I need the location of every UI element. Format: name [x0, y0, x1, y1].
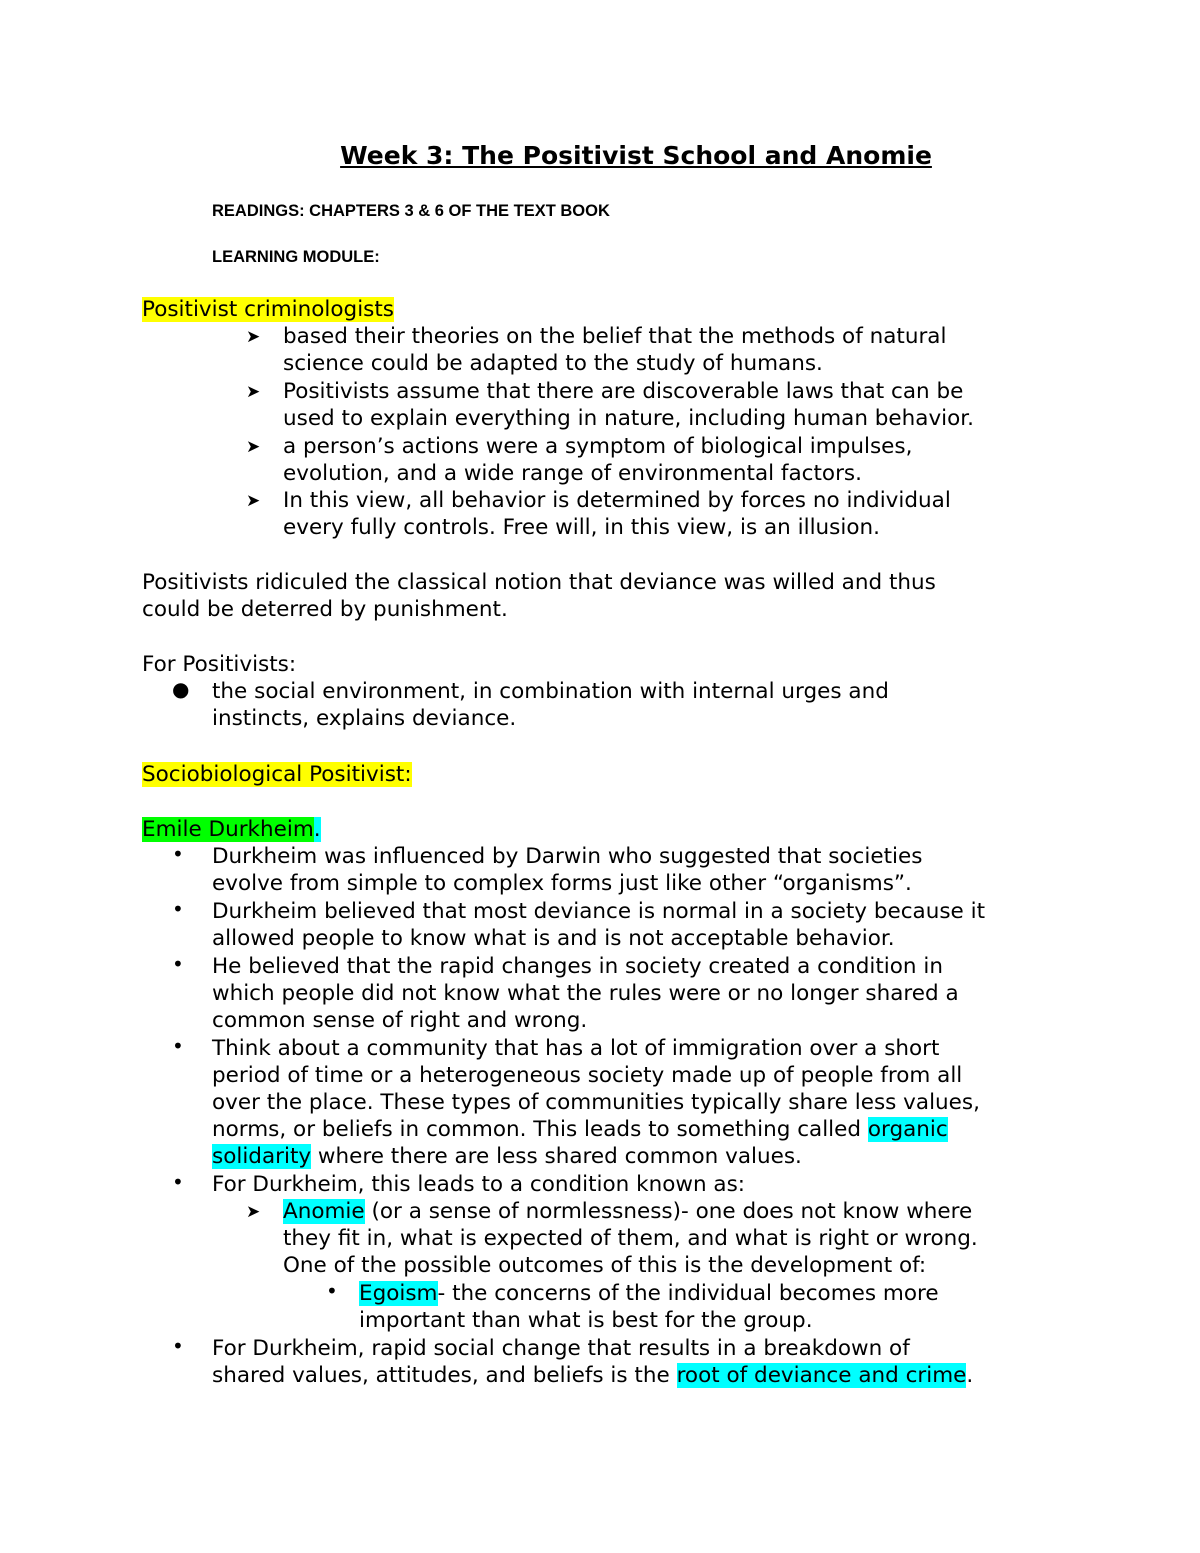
round-bullet-icon: ● — [172, 677, 190, 701]
list-item: allowed people to know what is and is not acceptable behavior. — [212, 926, 895, 951]
round-bullet-icon: • — [172, 1034, 184, 1058]
list-item: the social environment, in combination with internal urges and — [212, 679, 889, 704]
round-bullet-icon: • — [326, 1279, 338, 1303]
list-item: Think about a community that has a lot of immigration over a short — [212, 1036, 940, 1061]
list-item: based their theories on the belief that the methods of natural — [283, 324, 947, 349]
section-heading-positivist: Positivist criminologists — [142, 297, 395, 322]
list-item: evolution, and a wide range of environmental factors. — [283, 461, 862, 486]
list-item: shared values, attitudes, and beliefs is the root of deviance and crime. — [212, 1363, 974, 1388]
list-item: they fit in, what is expected of them, and what is right or wrong. — [283, 1226, 978, 1251]
list-item: One of the possible outcomes of this is the development of: — [283, 1253, 927, 1278]
list-item: For Durkheim, rapid social change that results in a breakdown of — [212, 1336, 910, 1361]
page-title: Week 3: The Positivist School and Anomie — [340, 141, 932, 170]
arrowhead-bullet-icon: ➤ — [246, 437, 261, 457]
list-item: In this view, all behavior is determined by forces no individual — [283, 488, 951, 513]
list-item: period of time or a heterogeneous society made up of people from all — [212, 1063, 963, 1088]
section-heading-durkheim: Emile Durkheim. — [142, 817, 321, 842]
paragraph-line: Positivists ridiculed the classical notion that deviance was willed and thus — [142, 570, 936, 595]
for-positivists-label: For Positivists: — [142, 652, 297, 677]
list-item: used to explain everything in nature, including human behavior. — [283, 406, 975, 431]
round-bullet-icon: • — [172, 1334, 184, 1358]
readings-label: READINGS: CHAPTERS 3 & 6 OF THE TEXT BOOK — [212, 202, 610, 220]
list-item: common sense of right and wrong. — [212, 1008, 588, 1033]
list-item: He believed that the rapid changes in society created a condition in — [212, 954, 943, 979]
list-item: Durkheim believed that most deviance is normal in a society because it — [212, 899, 986, 924]
list-item: evolve from simple to complex forms just like other “organisms”. — [212, 871, 912, 896]
round-bullet-icon: • — [172, 897, 184, 921]
list-item: over the place. These types of communities typically share less values, — [212, 1090, 980, 1115]
list-item: every fully controls. Free will, in this view, is an illusion. — [283, 515, 880, 540]
round-bullet-icon: • — [172, 952, 184, 976]
list-item: solidarity where there are less shared common values. — [212, 1144, 802, 1169]
list-item: which people did not know what the rules were or no longer shared a — [212, 981, 959, 1006]
arrowhead-bullet-icon: ➤ — [246, 327, 261, 347]
list-item: instincts, explains deviance. — [212, 706, 517, 731]
list-item: Positivists assume that there are discoverable laws that can be — [283, 379, 964, 404]
list-item: Durkheim was influenced by Darwin who suggested that societies — [212, 844, 923, 869]
list-item: For Durkheim, this leads to a condition known as: — [212, 1172, 746, 1197]
arrowhead-bullet-icon: ➤ — [246, 1202, 261, 1222]
paragraph-line: could be deterred by punishment. — [142, 597, 508, 622]
list-item: Egoism- the concerns of the individual becomes more — [359, 1281, 939, 1306]
list-item: science could be adapted to the study of humans. — [283, 351, 823, 376]
arrowhead-bullet-icon: ➤ — [246, 382, 261, 402]
section-heading-sociobiological: Sociobiological Positivist: — [142, 762, 412, 787]
round-bullet-icon: • — [172, 1170, 184, 1194]
round-bullet-icon: • — [172, 842, 184, 866]
list-item: a person’s actions were a symptom of biological impulses, — [283, 434, 913, 459]
list-item: Anomie (or a sense of normlessness)- one does not know where — [283, 1199, 973, 1224]
learning-module-label: LEARNING MODULE: — [212, 248, 380, 266]
list-item: important than what is best for the group. — [359, 1308, 813, 1333]
arrowhead-bullet-icon: ➤ — [246, 491, 261, 511]
list-item: norms, or beliefs in common. This leads to something called organic — [212, 1117, 948, 1142]
